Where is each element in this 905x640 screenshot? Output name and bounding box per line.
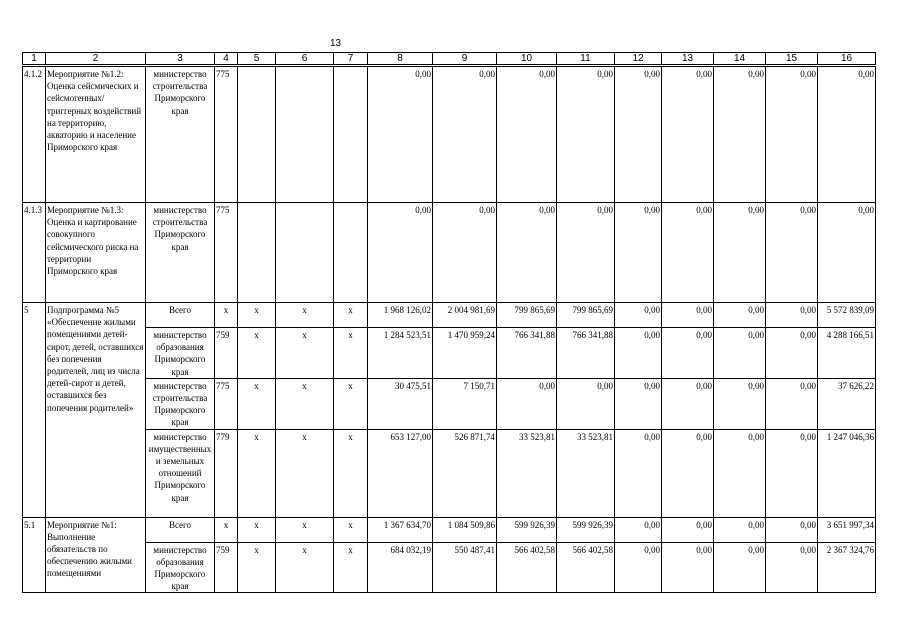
executor: министерство строительства Приморского края [146,203,215,303]
cell [276,66,334,203]
amount-cell: 526 871,74 [433,429,497,517]
amount-cell: 0,00 [714,517,766,542]
amount-cell: 5 572 839,09 [818,303,876,328]
header-cell: 4 [215,53,238,66]
amount-cell: 0,00 [497,378,557,429]
cell [334,66,368,203]
cell: x [334,542,368,593]
item-name: Подпрограмма №5 «Обеспечение жилыми помещениями детей-сирот, детей, оставшихся без попечения родителей, лиц из числа детей-сирот и детей, оставшихся без попечения родителей» [46,303,146,518]
cell: x [238,517,276,542]
amount-cell: 599 926,39 [497,517,557,542]
amount-cell: 566 402,58 [557,542,615,593]
cell: x [334,303,368,328]
cell: x [276,328,334,379]
amount-cell: 0,00 [714,378,766,429]
amount-cell: 2 004 981,69 [433,303,497,328]
amount-cell: 2 367 324,76 [818,542,876,593]
amount-cell: 0,00 [615,66,662,203]
amount-cell: 0,00 [433,66,497,203]
amount-cell: 0,00 [766,303,818,328]
amount-cell: 1 367 634,70 [368,517,433,542]
amount-cell: 0,00 [818,66,876,203]
amount-cell: 0,00 [662,429,714,517]
amount-cell: 1 470 959,24 [433,328,497,379]
header-cell: 11 [557,53,615,66]
grbs-code: 779 [215,429,238,517]
amount-cell: 0,00 [714,542,766,593]
cell: x [276,378,334,429]
header-cell: 13 [662,53,714,66]
executor: министерство строительства Приморского края [146,66,215,203]
header-cell: 7 [334,53,368,66]
amount-cell: 0,00 [714,303,766,328]
item-name: Мероприятие №1: Выполнение обязательств по обеспечению жилыми помещениями [46,517,146,593]
amount-cell: 37 626,22 [818,378,876,429]
header-cell: 12 [615,53,662,66]
cell: x [238,429,276,517]
item-name: Мероприятие №1.3: Оценка и картирование совокупного сейсмического риска на территории Приморского края [46,203,146,303]
cell: x [276,542,334,593]
executor: министерство образования Приморского края [146,328,215,379]
amount-cell: 0,00 [433,203,497,303]
amount-cell: 0,00 [557,378,615,429]
grbs-code: 775 [215,378,238,429]
amount-cell: 1 084 509,86 [433,517,497,542]
table-row [23,66,876,203]
cell: x [238,378,276,429]
executor: министерство образования Приморского края [146,542,215,593]
amount-cell: 33 523,81 [557,429,615,517]
cell: x [334,517,368,542]
amount-cell: 0,00 [766,378,818,429]
amount-cell: 0,00 [662,378,714,429]
amount-cell: 0,00 [766,203,818,303]
cell: x [334,328,368,379]
amount-cell: 0,00 [615,328,662,379]
header-cell: 16 [818,53,876,66]
amount-cell: 4 288 166,51 [818,328,876,379]
amount-cell: 599 926,39 [557,517,615,542]
amount-cell: 0,00 [368,203,433,303]
row-number: 5 [23,303,46,518]
amount-cell: 1 247 046,36 [818,429,876,517]
cell: x [276,517,334,542]
program-table [22,52,876,593]
amount-cell: 0,00 [615,378,662,429]
cell [238,203,276,303]
header-cell: 8 [368,53,433,66]
amount-cell: 799 865,69 [557,303,615,328]
amount-cell: 0,00 [714,429,766,517]
amount-cell: 0,00 [662,328,714,379]
amount-cell: 0,00 [615,203,662,303]
cell: x [238,542,276,593]
amount-cell: 0,00 [615,517,662,542]
grbs-code: x [215,303,238,328]
table-row [23,378,876,429]
grbs-code: x [215,517,238,542]
amount-cell: 0,00 [766,429,818,517]
header-cell: 5 [238,53,276,66]
amount-cell: 799 865,69 [497,303,557,328]
amount-cell: 653 127,00 [368,429,433,517]
cell: x [276,303,334,328]
amount-cell: 0,00 [615,542,662,593]
cell: x [334,429,368,517]
table-row [23,517,876,542]
executor: министерство строительства Приморского края [146,378,215,429]
cell [334,203,368,303]
table-row [23,328,876,379]
executor: Всего [146,303,215,328]
amount-cell: 0,00 [714,203,766,303]
cell [238,66,276,203]
header-cell: 15 [766,53,818,66]
header-cell: 14 [714,53,766,66]
amount-cell: 0,00 [368,66,433,203]
amount-cell: 0,00 [766,517,818,542]
amount-cell: 550 487,41 [433,542,497,593]
table-row [23,303,876,328]
amount-cell: 0,00 [662,203,714,303]
header-cell: 6 [276,53,334,66]
amount-cell: 1 284 523,51 [368,328,433,379]
amount-cell: 7 150,71 [433,378,497,429]
amount-cell: 0,00 [662,303,714,328]
header-cell: 9 [433,53,497,66]
cell [276,203,334,303]
amount-cell: 0,00 [662,517,714,542]
cell: x [334,378,368,429]
executor: Всего [146,517,215,542]
amount-cell: 766 341,88 [497,328,557,379]
column-number-row [23,53,876,66]
amount-cell: 0,00 [497,66,557,203]
amount-cell: 766 341,88 [557,328,615,379]
amount-cell: 0,00 [557,66,615,203]
amount-cell: 0,00 [662,542,714,593]
header-cell: 3 [146,53,215,66]
grbs-code: 775 [215,66,238,203]
header-cell: 10 [497,53,557,66]
amount-cell: 3 651 997,34 [818,517,876,542]
cell: x [276,429,334,517]
amount-cell: 33 523,81 [497,429,557,517]
amount-cell: 30 475,51 [368,378,433,429]
amount-cell: 0,00 [615,303,662,328]
amount-cell: 1 968 126,02 [368,303,433,328]
amount-cell: 0,00 [714,328,766,379]
amount-cell: 0,00 [766,66,818,203]
header-cell: 1 [23,53,46,66]
amount-cell: 566 402,58 [497,542,557,593]
row-number: 5.1 [23,517,46,593]
amount-cell: 0,00 [497,203,557,303]
header-cell: 2 [46,53,146,66]
cell: x [238,303,276,328]
amount-cell: 0,00 [818,203,876,303]
page-number: 13 [330,38,342,49]
table-row [23,542,876,593]
executor: министерство имущественных и земельных отношений Приморского края [146,429,215,517]
item-name: Мероприятие №1.2: Оценка сейсмических и сейсмогенных/ триггерных воздействий на территорию, акваторию и население Приморского края [46,66,146,203]
grbs-code: 775 [215,203,238,303]
amount-cell: 0,00 [714,66,766,203]
grbs-code: 759 [215,542,238,593]
cell: x [238,328,276,379]
row-number: 4.1.3 [23,203,46,303]
table-row [23,429,876,517]
amount-cell: 0,00 [662,66,714,203]
amount-cell: 0,00 [615,429,662,517]
grbs-code: 759 [215,328,238,379]
amount-cell: 684 032,19 [368,542,433,593]
amount-cell: 0,00 [557,203,615,303]
table-row [23,203,876,303]
amount-cell: 0,00 [766,328,818,379]
row-number: 4.1.2 [23,66,46,203]
amount-cell: 0,00 [766,542,818,593]
